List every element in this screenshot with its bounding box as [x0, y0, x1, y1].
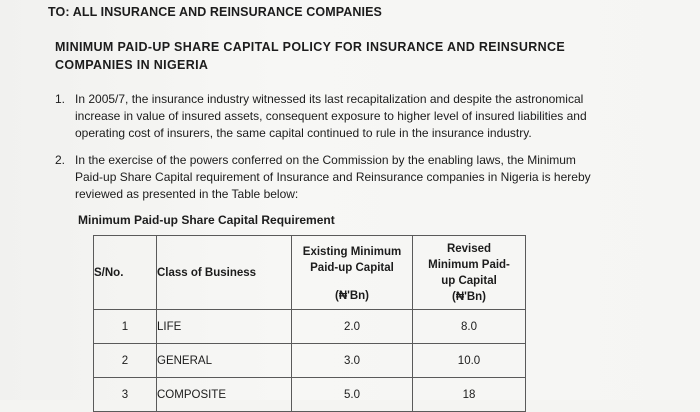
header-existing-capital: [292, 236, 413, 310]
addressee-line: TO: ALL INSURANCE AND REINSURANCE COMPANIES: [48, 5, 382, 19]
table-row: [94, 344, 526, 378]
row-revised-value: 8.0: [413, 310, 526, 344]
row-class: GENERAL: [157, 344, 292, 378]
capital-requirement-table: [93, 235, 526, 412]
row-existing-value: 5.0: [292, 378, 413, 412]
header-revised-unit: (₦'Bn): [451, 290, 487, 303]
row-class: LIFE: [157, 310, 292, 344]
header-sn: S/No.: [94, 236, 157, 310]
header-existing-line-1: Existing Minimum: [302, 245, 402, 258]
row-revised-value: 10.0: [413, 344, 526, 378]
header-revised-line-2: Minimum Paid-: [428, 258, 510, 271]
table-row: [94, 310, 526, 344]
header-class-of-business: Class of Business: [157, 236, 292, 310]
row-sn: 1: [94, 310, 157, 344]
row-class: COMPOSITE: [157, 378, 292, 412]
paragraph-2-line-2: Paid-up Share Capital requirement of Insurance and Reinsurance companies in Nigeria is hereby: [75, 170, 591, 184]
table-title: Minimum Paid-up Share Capital Requirement: [78, 213, 335, 227]
row-sn: 2: [94, 344, 157, 378]
row-existing-value: 2.0: [292, 310, 413, 344]
paragraph-2: [55, 152, 591, 203]
paragraph-1-number: 1.: [55, 92, 66, 106]
paragraph-1-line-1: In 2005/7, the insurance industry witnessed its last recapitalization and despite the astronomical: [75, 92, 584, 106]
table-row: [94, 378, 526, 412]
header-revised-line-3: up Capital: [441, 274, 497, 287]
paragraph-2-line-1: In the exercise of the powers conferred on the Commission by the enabling laws, the Minimum: [75, 153, 576, 167]
title-line-1: MINIMUM PAID-UP SHARE CAPITAL POLICY FOR INSURANCE AND REINSURNCE: [55, 40, 566, 54]
paragraph-1-line-3: operating cost of insurers, the same capital continued to rule in the insurance industry.: [75, 126, 532, 140]
row-revised-value: 18: [413, 378, 526, 412]
table-header-row: [94, 236, 526, 310]
paragraph-1-line-2: increase in value of insured assets, consequent exposure to higher level of insured liabilities and: [75, 109, 587, 123]
paragraph-2-number: 2.: [55, 153, 66, 167]
header-revised-capital: [413, 236, 526, 310]
paragraph-2-line-3: reviewed as presented in the Table below:: [75, 187, 299, 201]
header-revised-line-1: Revised: [446, 242, 492, 255]
title-line-2: COMPANIES IN NIGERIA: [55, 58, 209, 72]
row-existing-value: 3.0: [292, 344, 413, 378]
header-existing-line-2: Paid-up Capital: [310, 261, 394, 274]
paragraph-1: [55, 91, 587, 142]
header-existing-unit: (₦'Bn): [334, 289, 370, 302]
row-sn: 3: [94, 378, 157, 412]
document-title: [55, 38, 565, 74]
